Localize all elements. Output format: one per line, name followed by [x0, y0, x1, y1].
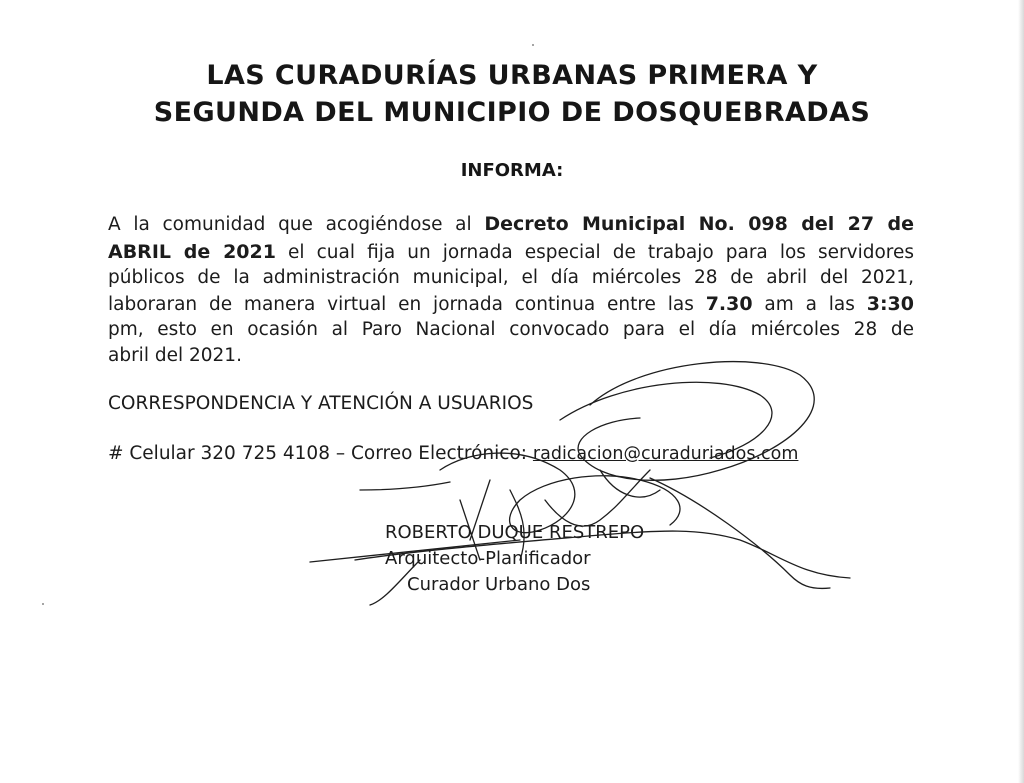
decree-date: ABRIL de 2021: [108, 241, 276, 263]
body-line-4-mid: am a las: [764, 294, 855, 315]
signatory-role: Arquitecto-Planificador: [385, 548, 591, 569]
scan-speck: [42, 603, 44, 605]
body-line-1: [108, 213, 914, 235]
body-line-1-text: A la comunidad que acogiéndose al: [108, 214, 472, 235]
body-line-3-text: públicos de la administración municipal, el día miércoles 28 de abril del 2021,: [108, 267, 914, 288]
body-line-6: abril del 2021.: [108, 345, 242, 366]
scan-speck: [532, 44, 534, 46]
office-name: CORRESPONDENCIA Y ATENCIÓN A USUARIOS: [108, 393, 534, 414]
informa-heading: INFORMA:: [460, 160, 564, 181]
signatory-name: ROBERTO DUQUE RESTREPO: [385, 522, 645, 543]
email-link[interactable]: radicacion@curaduriados.com: [532, 444, 799, 464]
signatory-position: Curador Urbano Dos: [407, 574, 591, 595]
contact-phone-text: # Celular 320 725 4108 – Correo Electrónico:: [108, 443, 528, 464]
body-line-5: [108, 319, 914, 340]
decree-reference: Decreto Municipal No. 098 del 27 de: [484, 213, 914, 235]
body-line-5-text: pm, esto en ocasión al Paro Nacional convocado para el día miércoles 28 de: [108, 319, 914, 340]
end-time: 3:30: [866, 293, 914, 315]
start-time: 7.30: [705, 293, 753, 315]
body-line-4-text: laboraran de manera virtual en jornada continua entre las: [108, 294, 694, 315]
body-line-2: [108, 241, 914, 263]
body-line-3: [108, 267, 914, 288]
body-line-4: [108, 293, 914, 315]
title-line-2: SEGUNDA DEL MUNICIPIO DE DOSQUEBRADAS: [153, 97, 871, 128]
body-line-2-text: el cual fija un jornada especial de trabajo para los servidores: [288, 242, 914, 263]
signature-block: [385, 520, 644, 598]
title-line-1: LAS CURADURÍAS URBANAS PRIMERA Y: [206, 60, 818, 91]
contact-line: [108, 443, 798, 464]
